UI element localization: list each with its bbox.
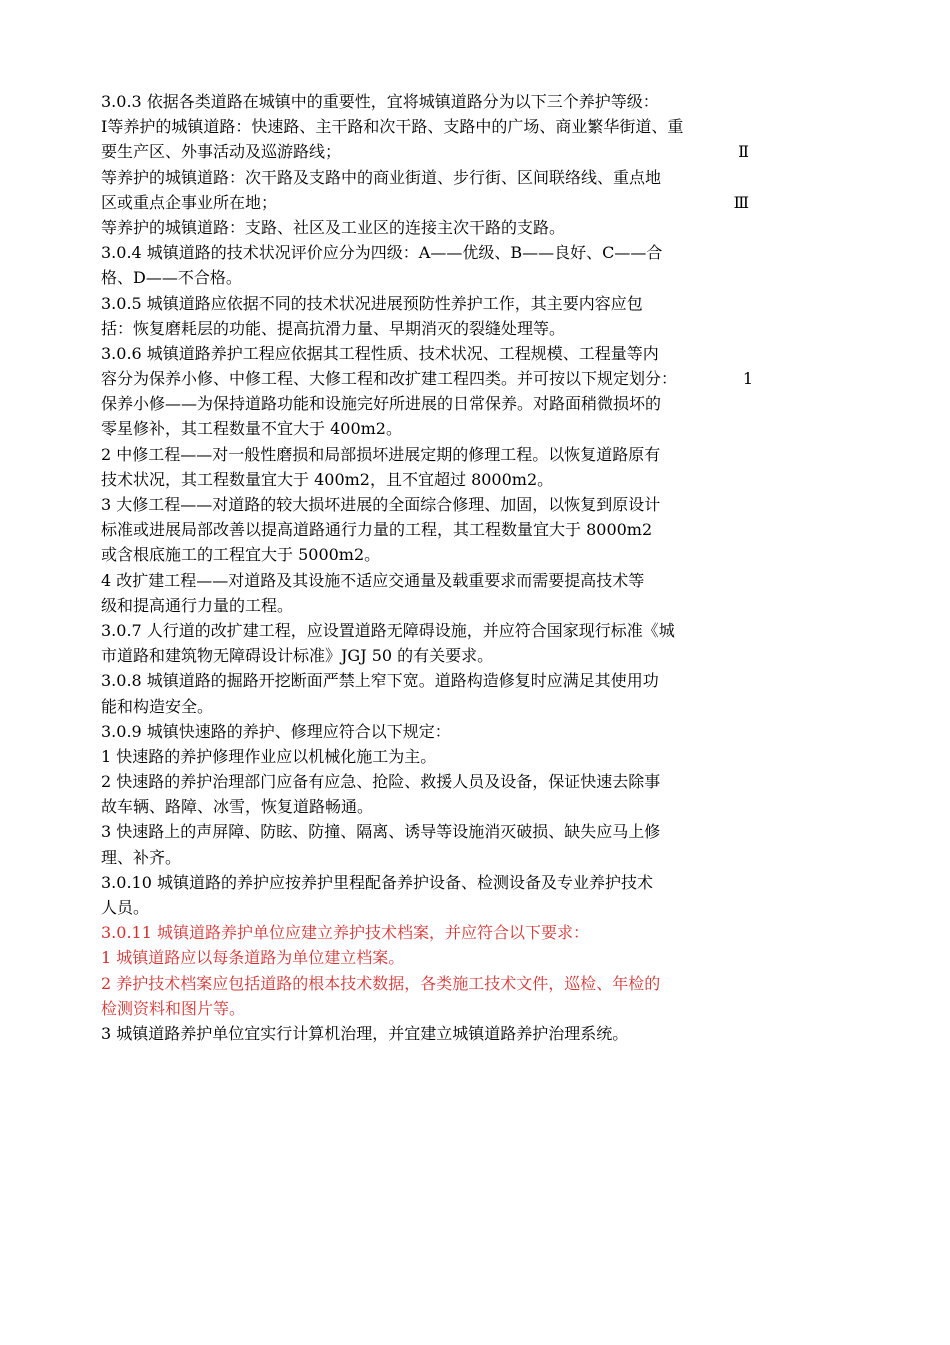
text-line bbox=[101, 694, 781, 719]
text-line-content: 2 快速路的养护治理部门应备有应急、抢险、救援人员及设备，保证快速去除事 bbox=[101, 772, 661, 792]
text-line-content: 4 改扩建工程——对道路及其设施不适应交通量及载重要求而需要提高技术等 bbox=[101, 570, 645, 590]
text-line bbox=[101, 139, 781, 164]
text-line bbox=[101, 719, 781, 744]
text-line bbox=[101, 114, 781, 139]
text-line bbox=[101, 492, 781, 517]
text-line-content: 人员。 bbox=[101, 898, 150, 917]
text-line bbox=[101, 517, 781, 542]
text-line-content: 3 快速路上的声屏障、防眩、防撞、隔离、诱导等设施消灭破损、缺失应马上修 bbox=[101, 822, 661, 842]
text-line bbox=[101, 215, 781, 240]
text-line bbox=[101, 542, 781, 567]
text-line bbox=[101, 971, 781, 996]
text-line bbox=[101, 265, 781, 290]
text-line bbox=[101, 794, 781, 819]
text-line-content: 标准或进展局部改善以提高道路通行力量的工程，其工程数量宜大于 8000m2 bbox=[101, 520, 653, 540]
text-line-content: 等养护的城镇道路：支路、社区及工业区的连接主次干路的支路。 bbox=[101, 217, 566, 237]
text-line bbox=[101, 845, 781, 870]
text-line-content: 保养小修——为保持道路功能和设施完好所进展的日常保养。对路面稍微损坏的 bbox=[101, 394, 662, 414]
text-line bbox=[101, 668, 781, 693]
text-line bbox=[101, 341, 781, 366]
text-line bbox=[101, 1021, 781, 1046]
text-line-content: 3 城镇道路养护单位宜实行计算机治理，并宜建立城镇道路养护治理系统。 bbox=[101, 1023, 629, 1043]
text-line bbox=[101, 643, 781, 668]
text-line-content: 括：恢复磨耗层的功能、提高抗滑力量、早期消灭的裂缝处理等。 bbox=[101, 318, 566, 338]
text-line-content: 3.0.7 人行道的改扩建工程，应设置道路无障碍设施，并应符合国家现行标准《城 bbox=[101, 620, 675, 640]
line-trailing-marker: Ⅲ bbox=[733, 192, 749, 212]
text-line-content: 1 城镇道路应以每条道路为单位建立档案。 bbox=[101, 948, 405, 968]
text-line-content: 3.0.8 城镇道路的掘路开挖断面严禁上窄下宽。道路构造修复时应满足其使用功 bbox=[101, 671, 659, 691]
text-line bbox=[101, 190, 781, 215]
text-line bbox=[101, 870, 781, 895]
text-line-content: 3.0.6 城镇道路养护工程应依据其工程性质、技术状况、工程规模、工程量等内 bbox=[101, 343, 659, 363]
text-line-content: 区或重点企事业所在地； bbox=[101, 192, 278, 212]
text-line-content: 3 大修工程——对道路的较大损坏进展的全面综合修理、加固，以恢复到原设计 bbox=[101, 495, 661, 514]
text-line-content: 1 快速路的养护修理作业应以机械化施工为主。 bbox=[101, 746, 437, 766]
text-line bbox=[101, 391, 781, 416]
line-trailing-marker: 1 bbox=[742, 369, 753, 389]
text-line-content: 检测资料和图片等。 bbox=[101, 998, 246, 1018]
text-line-content: 容分为保养小修、中修工程、大修工程和改扩建工程四类。并可按以下规定划分： bbox=[101, 369, 678, 389]
text-line bbox=[101, 442, 781, 467]
text-line bbox=[101, 618, 781, 643]
text-line bbox=[101, 416, 781, 441]
text-line-content: 能和构造安全。 bbox=[101, 696, 214, 716]
text-line-content: 2 中修工程——对一般性磨损和局部损坏进展定期的修理工程。以恢复道路原有 bbox=[101, 444, 661, 464]
text-line-content: 市道路和建筑物无障碍设计标准》JGJ 50 的有关要求。 bbox=[101, 646, 494, 666]
text-line-content: 3.0.4 城镇道路的技术状况评价应分为四级：A——优级、B——良好、C——合 bbox=[101, 243, 663, 263]
text-line-content: 理、补齐。 bbox=[101, 847, 182, 867]
text-line bbox=[101, 996, 781, 1021]
text-line bbox=[101, 240, 781, 265]
text-line bbox=[101, 769, 781, 794]
text-line-content: 技术状况，其工程数量宜大于 400m2，且不宜超过 8000m2。 bbox=[101, 469, 554, 489]
text-line-content: 零星修补，其工程数量不宜大于 400m2。 bbox=[101, 419, 402, 439]
text-line-content: 3.0.9 城镇快速路的养护、修理应符合以下规定： bbox=[101, 721, 451, 741]
text-line bbox=[101, 366, 781, 391]
text-line bbox=[101, 467, 781, 492]
text-line-content: 3.0.3 依据各类道路在城镇中的重要性，宜将城镇道路分为以下三个养护等级： bbox=[101, 92, 659, 111]
document-page bbox=[101, 89, 781, 1046]
text-line bbox=[101, 593, 781, 618]
text-line-content: 等养护的城镇道路：次干路及支路中的商业街道、步行街、区间联络线、重点地 bbox=[101, 167, 662, 187]
text-line-content: 3.0.5 城镇道路应依据不同的技术状况进展预防性养护工作，其主要内容应包 bbox=[101, 293, 643, 313]
text-line bbox=[101, 920, 781, 945]
text-line-content: 要生产区、外事活动及巡游路线； bbox=[101, 142, 342, 162]
text-line-content: 或含根底施工的工程宜大于 5000m2。 bbox=[101, 545, 381, 565]
text-line bbox=[101, 89, 781, 114]
text-line-content: Ⅰ等养护的城镇道路：快速路、主干路和次干路、支路中的广场、商业繁华街道、重 bbox=[101, 117, 684, 137]
text-line bbox=[101, 819, 781, 844]
text-line bbox=[101, 895, 781, 920]
text-line bbox=[101, 744, 781, 769]
text-line-content: 3.0.10 城镇道路的养护应按养护里程配备养护设备、检测设备及专业养护技术 bbox=[101, 872, 653, 892]
text-line-content: 级和提高通行力量的工程。 bbox=[101, 595, 294, 615]
text-line bbox=[101, 165, 781, 190]
text-line bbox=[101, 945, 781, 970]
text-line bbox=[101, 568, 781, 593]
text-line-content: 2 养护技术档案应包括道路的根本技术数据，各类施工技术文件，巡检、年检的 bbox=[101, 973, 661, 993]
text-line bbox=[101, 291, 781, 316]
line-trailing-marker: Ⅱ bbox=[738, 142, 749, 162]
text-line-content: 故车辆、路障、冰雪，恢复道路畅通。 bbox=[101, 797, 374, 817]
text-line bbox=[101, 316, 781, 341]
text-line-content: 3.0.11 城镇道路养护单位应建立养护技术档案，并应符合以下要求： bbox=[101, 923, 589, 943]
text-line-content: 格、D——不合格。 bbox=[101, 268, 242, 288]
